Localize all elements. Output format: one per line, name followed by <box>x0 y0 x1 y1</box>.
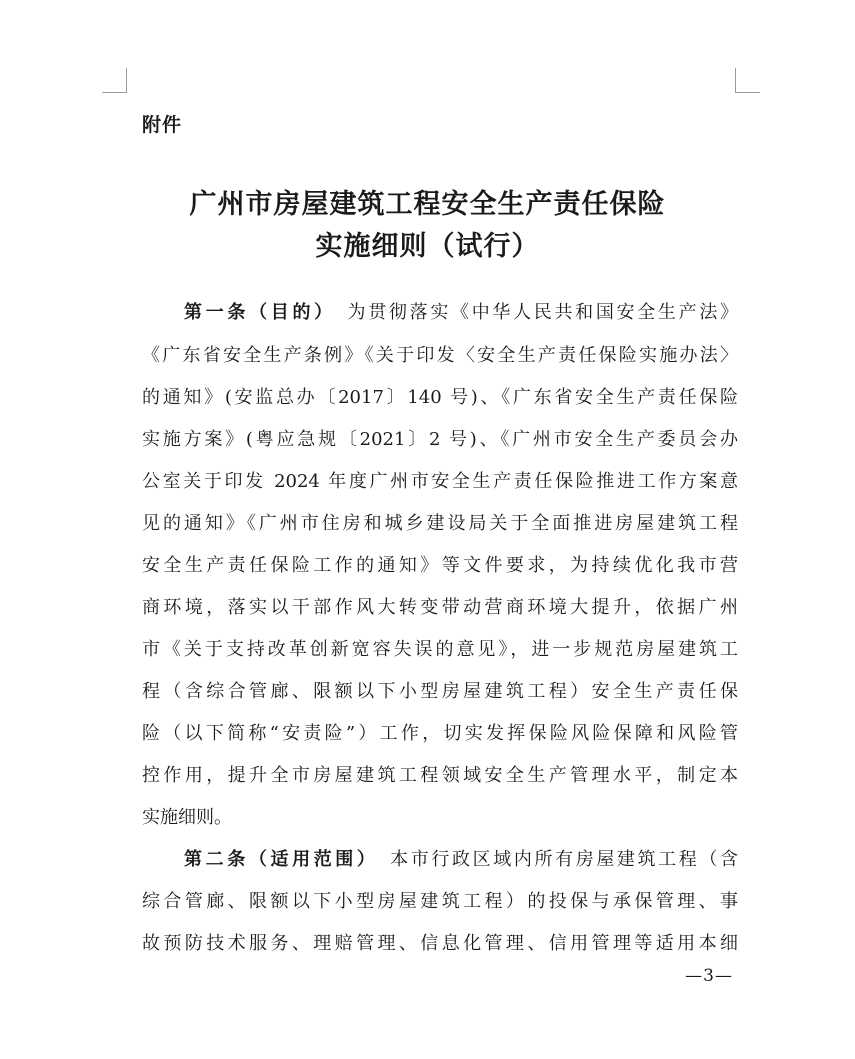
crop-mark-top-right-vertical <box>735 68 736 92</box>
page-number: —3— <box>685 966 733 986</box>
article1-text-line: 为贯彻落实《中华人民共和国安全生产法》 <box>344 302 738 323</box>
article2-text-line: 综合管廊、限额以下小型房屋建筑工程）的投保与承保管理、事 <box>142 891 738 912</box>
article1-text-line: 的通知》(安监总办〔2017〕140 号)、《广东省安全生产责任保险 <box>142 387 738 408</box>
article2-first-line <box>142 848 738 872</box>
article1-text-line: 见的通知》《广州市住房和城乡建设局关于全面推进房屋建筑工程 <box>142 513 738 534</box>
article1-heading: 第一条（目的） <box>184 302 336 323</box>
article1-first-line <box>142 301 738 325</box>
article1-text-line: 安全生产责任保险工作的通知》等文件要求，为持续优化我市营 <box>142 555 738 576</box>
article1-text-line: 实施细则。 <box>142 807 232 828</box>
article1-text-line: 公室关于印发 2024 年度广州市安全生产责任保险推进工作方案意 <box>142 471 738 492</box>
attachment-label: 附件 <box>142 114 183 136</box>
article1-text-line: 控作用，提升全市房屋建筑工程领域安全生产管理水平，制定本 <box>142 765 738 786</box>
document-title-line-1: 广州市房屋建筑工程安全生产责任保险 <box>189 189 666 220</box>
article1-text-line: 实施方案》(粤应急规〔2021〕2 号)、《广州市安全生产委员会办 <box>142 429 738 450</box>
article2-heading: 第二条（适用范围） <box>184 849 379 870</box>
article1-text-line: 商环境，落实以干部作风大转变带动营商环境大提升，依据广州 <box>142 597 738 618</box>
article2-text-line: 故预防技术服务、理赔管理、信息化管理、信用管理等适用本细 <box>142 933 738 954</box>
crop-mark-top-left-horizontal <box>102 92 127 93</box>
crop-mark-top-right-horizontal <box>735 92 760 93</box>
article1-text-line: 《广东省安全生产条例》《关于印发〈安全生产责任保险实施办法〉 <box>142 345 738 366</box>
article1-text-line: 险（以下简称“安责险”）工作，切实发挥保险风险保障和风险管 <box>142 723 738 744</box>
article1-text-line: 市《关于支持改革创新宽容失误的意见》，进一步规范房屋建筑工 <box>142 639 738 660</box>
crop-mark-top-left-vertical <box>126 68 127 92</box>
document-title-line-2: 实施细则（试行） <box>315 231 540 262</box>
article1-text-line: 程（含综合管廊、限额以下小型房屋建筑工程）安全生产责任保 <box>142 681 738 702</box>
article2-text-line: 本市行政区域内所有房屋建筑工程（含 <box>387 849 738 870</box>
